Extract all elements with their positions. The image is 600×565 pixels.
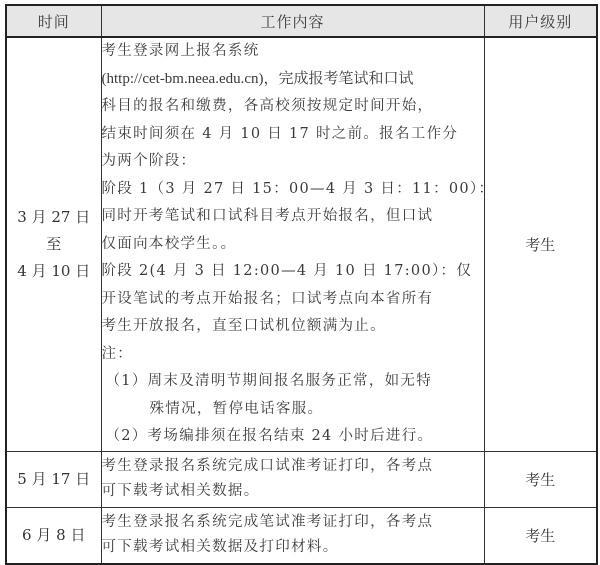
content-line-url: (http://cet-bm.neea.edu.cn)，完成报考笔试和口试 [101, 70, 414, 87]
content-cell [101, 451, 484, 507]
note-item-1-cont: 殊情况，暂停电话客服。 [149, 400, 324, 417]
table-row [6, 451, 597, 507]
stage-2-line: 阶段 2(4 月 3 日 12:00—4 月 10 日 17:00）：仅 [101, 263, 473, 279]
time-to: 至 [46, 234, 62, 253]
header-level: 用户级别 [484, 5, 597, 37]
content-line: 考生开放报名，直至口试机位额满为止。 [101, 318, 386, 334]
content-cell [101, 37, 495, 451]
note-item-1: （1）周末及清明节期间报名服务正常，如无特 [105, 373, 433, 389]
content-line: 结束时间须在 4 月 10 日 17 时之前。报名工作分 [101, 125, 459, 142]
level-cell: 考生 [484, 507, 597, 564]
time-cell: 5 月 17 日 [6, 451, 101, 507]
content-cell [101, 507, 484, 564]
level-cell: 考生 [484, 37, 597, 451]
note-item-2: （2）考场编排须在报名结束 24 小时后进行。 [105, 428, 434, 444]
time-end: 4 月 10 日 [17, 261, 91, 280]
content-line: 考生登录网上报名系统 [101, 43, 260, 59]
content-line: 科目的报名和缴费，各高校须按规定时间开始， [101, 98, 434, 114]
table-row [6, 37, 597, 451]
content-line: 为两个阶段： [101, 153, 197, 169]
level-cell: 考生 [484, 451, 597, 507]
content-line: 仅面向本校学生。。 [101, 235, 237, 252]
time-cell: 6 月 8 日 [6, 507, 101, 564]
header-content: 工作内容 [101, 5, 484, 37]
schedule-table [5, 4, 598, 565]
stage-1-line: 阶段 1（3 月 27 日 15：00—4 月 3 日：11：00）： [101, 180, 495, 197]
content-line: 考生登录报名系统完成笔试准考证打印，各考点 [101, 514, 434, 530]
content-line: 可下载考试相关数据。 [101, 483, 260, 499]
note-label: 注： [101, 345, 134, 362]
content-line: 可下载考试相关数据及打印材料。 [101, 539, 339, 555]
content-line: 考生登录报名系统完成口试准考证打印，各考点 [101, 458, 434, 474]
time-start: 3 月 27 日 [17, 207, 91, 226]
time-cell [6, 37, 101, 451]
table-row [6, 507, 597, 564]
header-time: 时间 [6, 5, 101, 37]
content-line: 开设笔试的考点开始报名；口试考点向本省所有 [101, 290, 434, 307]
header-row [6, 5, 597, 37]
content-line: 同时开考笔试和口试科目考点开始报名，但口试 [101, 208, 434, 224]
